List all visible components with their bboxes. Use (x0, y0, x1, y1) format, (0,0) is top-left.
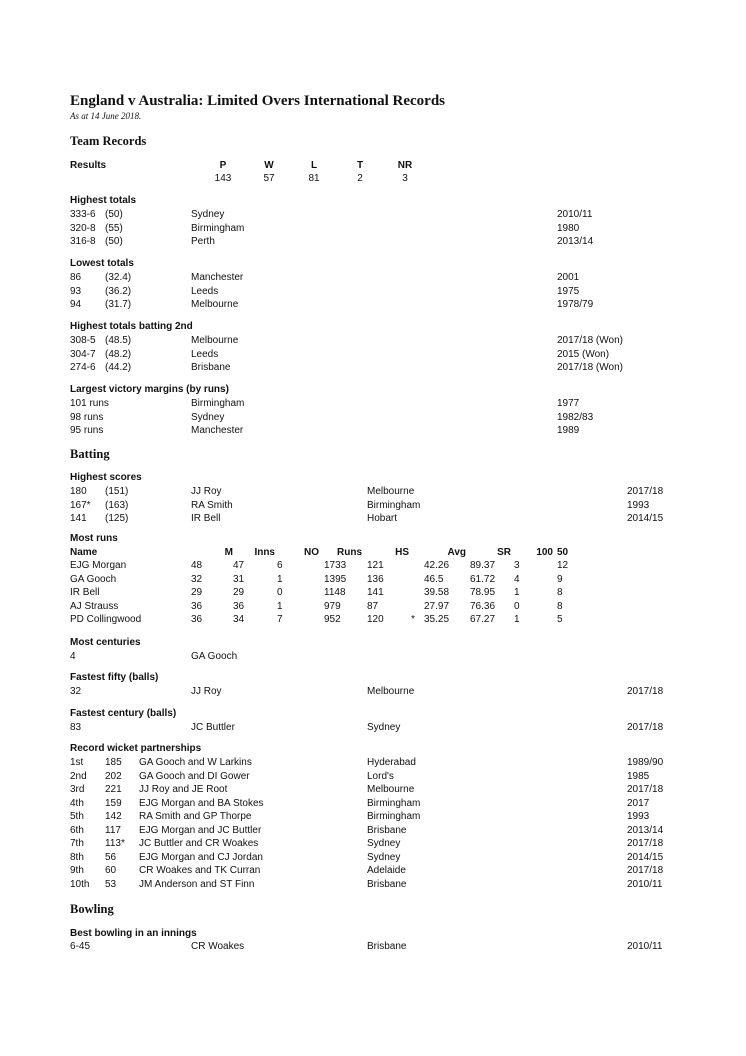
fastest-century-season: 2017/18 (627, 722, 664, 733)
most-runs-runs: 1395 (324, 573, 347, 585)
most-runs-header-runs: Runs (337, 547, 362, 558)
most-runs-sr: 61.72 (470, 573, 496, 585)
score-venue: Birmingham (367, 499, 421, 511)
partnership-venue: Adelaide (367, 865, 406, 876)
partnership-pair: JC Buttler and CR Woakes (139, 838, 259, 849)
score-venue: Melbourne (367, 486, 415, 497)
record-venue: Birmingham (191, 222, 245, 234)
partnership-runs: 113* (105, 838, 125, 849)
partnership-wicket: 1st (70, 757, 84, 768)
results-value: 3 (402, 173, 408, 184)
most-runs-hs: 141 (367, 587, 384, 598)
most-runs-avg: 39.58 (424, 587, 450, 598)
results-value: 2 (357, 173, 363, 184)
fastest-fifty-heading: Fastest fifty (balls) (70, 672, 159, 683)
partnership-wicket: 4th (70, 797, 84, 809)
most-runs-m: 29 (191, 587, 203, 598)
score-balls: (151) (105, 486, 129, 497)
record-overs: (31.7) (105, 299, 132, 310)
partnership-pair: GA Gooch and W Larkins (139, 757, 252, 768)
record-score: 308-5 (70, 335, 96, 346)
most-runs-header-sr: SR (497, 547, 511, 558)
record-season: 2010/11 (557, 209, 593, 220)
partnership-wicket: 2nd (70, 770, 87, 782)
most-runs-inns: 34 (233, 614, 245, 625)
record-score: 333-6 (70, 209, 96, 220)
most-runs-no: 0 (277, 587, 283, 598)
most-runs-hs: 87 (367, 600, 379, 612)
score-season: 2014/15 (627, 513, 664, 524)
most-runs-50: 5 (557, 614, 563, 625)
most-runs-sr: 89.37 (470, 560, 496, 571)
partnership-wicket: 5th (70, 811, 84, 822)
most-runs-header-name: Name (70, 547, 98, 558)
partnership-venue: Birmingham (367, 811, 421, 822)
record-season: 2001 (557, 272, 580, 283)
most-runs-50: 8 (557, 587, 563, 598)
record-score: 320-8 (70, 222, 96, 234)
best-bowling-venue: Brisbane (367, 941, 407, 952)
most-runs-hs: 121 (367, 560, 384, 571)
record-overs: (55) (105, 222, 123, 234)
partnership-wicket: 9th (70, 865, 84, 876)
fastest-fifty-venue: Melbourne (367, 686, 415, 697)
partnership-pair: EJG Morgan and JC Buttler (139, 824, 262, 836)
most-runs-m: 36 (191, 614, 203, 625)
partnership-pair: JJ Roy and JE Root (139, 784, 228, 795)
partnership-season: 2014/15 (627, 851, 664, 863)
partnership-season: 2017/18 (627, 784, 664, 795)
partnership-pair: CR Woakes and TK Curran (139, 865, 261, 876)
most-runs-name: AJ Strauss (70, 600, 119, 612)
record-score: 98 runs (70, 411, 104, 423)
most-runs-avg: 27.97 (424, 600, 450, 612)
score-balls: (125) (105, 513, 129, 524)
record-overs: (48.5) (105, 335, 132, 346)
fastest-fifty-season: 2017/18 (627, 686, 664, 697)
most-runs-no: 7 (277, 614, 283, 625)
most-runs-inns: 29 (233, 587, 245, 598)
partnership-runs: 221 (105, 784, 122, 795)
most-runs-sr: 67.27 (470, 614, 496, 625)
record-season: 1989 (557, 425, 580, 436)
fastest-century-balls: 83 (70, 722, 82, 733)
partnership-wicket: 6th (70, 824, 84, 836)
partnership-runs: 117 (105, 824, 121, 836)
record-season: 1978/79 (557, 299, 594, 310)
most-runs-sr: 76.36 (470, 600, 496, 612)
record-venue: Brisbane (191, 362, 231, 373)
partnership-venue: Sydney (367, 851, 401, 863)
record-venue: Sydney (191, 209, 225, 220)
most-runs-header-hs: HS (395, 547, 409, 558)
partnership-runs: 56 (105, 851, 117, 863)
record-season: 1975 (557, 285, 580, 297)
fastest-century-venue: Sydney (367, 722, 401, 733)
most-runs-50: 9 (557, 573, 563, 585)
record-season: 1982/83 (557, 411, 594, 423)
results-header: L (310, 160, 318, 171)
most-runs-100: 0 (514, 600, 520, 612)
results-value: 57 (263, 173, 275, 184)
record-overs: (44.2) (105, 362, 132, 373)
most-centuries-count: 4 (70, 651, 76, 662)
score-value: 141 (70, 513, 87, 524)
partnership-season: 2017 (627, 797, 650, 809)
most-runs-runs: 952 (324, 614, 341, 625)
highest-totals-heading: Highest totals (70, 195, 137, 206)
record-score: 316-8 (70, 236, 96, 247)
partnership-season: 1985 (627, 770, 650, 782)
record-score: 86 (70, 272, 82, 283)
best-bowling-season: 2010/11 (627, 941, 663, 952)
record-venue: Perth (191, 236, 215, 247)
partnerships-heading: Record wicket partnerships (70, 743, 202, 754)
partnership-venue: Brisbane (367, 824, 407, 836)
partnership-venue: Brisbane (367, 878, 407, 890)
record-season: 2017/18 (Won) (557, 335, 623, 346)
most-runs-name: GA Gooch (70, 573, 117, 585)
fastest-fifty-player: JJ Roy (191, 686, 222, 697)
partnership-runs: 185 (105, 757, 122, 768)
record-venue: Manchester (191, 272, 244, 283)
highest-scores-heading: Highest scores (70, 472, 142, 483)
most-runs-m: 48 (191, 560, 203, 571)
partnership-wicket: 3rd (70, 784, 85, 795)
fastest-century-heading: Fastest century (balls) (70, 708, 177, 719)
most-runs-no: 1 (277, 600, 283, 612)
partnership-venue: Birmingham (367, 797, 421, 809)
most-runs-header-avg: Avg (447, 547, 466, 558)
record-score: 95 runs (70, 425, 104, 436)
most-runs-100: 4 (514, 573, 520, 585)
partnership-season: 2017/18 (627, 865, 664, 876)
partnership-runs: 53 (105, 878, 117, 890)
most-runs-header-50: 50 (557, 547, 569, 558)
most-centuries-heading: Most centuries (70, 637, 141, 648)
highest-totals-2nd-heading: Highest totals batting 2nd (70, 321, 193, 332)
partnership-pair: EJG Morgan and BA Stokes (139, 797, 264, 809)
record-season: 1977 (557, 398, 580, 409)
section-batting: Batting (70, 447, 110, 461)
most-runs-m: 36 (191, 600, 203, 612)
fastest-century-player: JC Buttler (191, 722, 235, 733)
most-runs-header-m: M (224, 547, 233, 558)
page-subtitle: As at 14 June 2018. (70, 111, 142, 121)
record-score: 304-7 (70, 348, 96, 360)
record-overs: (32.4) (105, 272, 132, 283)
record-overs: (50) (105, 236, 123, 247)
partnership-season: 2017/18 (627, 838, 664, 849)
partnership-runs: 202 (105, 770, 122, 782)
score-value: 167* (70, 499, 91, 511)
most-runs-runs: 1733 (324, 560, 347, 571)
score-player: RA Smith (191, 499, 233, 511)
largest-victory-heading: Largest victory margins (by runs) (70, 384, 229, 395)
record-season: 2017/18 (Won) (557, 362, 623, 373)
most-runs-avg: 42.26 (424, 560, 450, 571)
record-venue: Leeds (191, 285, 219, 297)
most-runs-name: IR Bell (70, 587, 100, 598)
partnership-runs: 60 (105, 865, 117, 876)
most-runs-name: EJG Morgan (70, 560, 127, 571)
results-header: T (356, 160, 364, 171)
partnership-season: 1993 (627, 811, 650, 822)
partnership-venue: Sydney (367, 838, 401, 849)
partnership-season: 1989/90 (627, 757, 664, 768)
record-overs: (36.2) (105, 285, 132, 297)
record-season: 2013/14 (557, 236, 594, 247)
partnership-venue: Melbourne (367, 784, 415, 795)
section-bowling: Bowling (70, 902, 114, 916)
score-value: 180 (70, 486, 87, 497)
most-runs-no: 1 (277, 573, 283, 585)
lowest-totals-heading: Lowest totals (70, 258, 134, 269)
results-header: W (264, 160, 274, 171)
most-runs-name: PD Collingwood (70, 614, 142, 625)
most-runs-header-100: 100 (536, 547, 553, 558)
results-header: NR (397, 160, 413, 171)
score-season: 2017/18 (627, 486, 664, 497)
most-runs-inns: 36 (233, 600, 245, 612)
record-score: 94 (70, 299, 82, 310)
most-runs-no: 6 (277, 560, 283, 571)
partnership-venue: Lord's (367, 770, 394, 782)
most-centuries-player: GA Gooch (191, 651, 238, 662)
score-player: IR Bell (191, 513, 221, 524)
partnership-season: 2010/11 (627, 878, 663, 890)
most-runs-hs-mark: * (411, 614, 415, 625)
score-player: JJ Roy (191, 486, 222, 497)
record-score: 274-6 (70, 362, 96, 373)
score-venue: Hobart (367, 513, 398, 524)
score-balls: (163) (105, 499, 129, 511)
best-bowling-heading: Best bowling in an innings (70, 928, 197, 939)
most-runs-100: 3 (514, 560, 520, 571)
page-title: England v Australia: Limited Overs International Records (70, 93, 446, 109)
record-venue: Melbourne (191, 335, 239, 346)
results-value: 143 (214, 173, 232, 184)
partnership-pair: GA Gooch and DI Gower (139, 770, 250, 782)
best-bowling-player: CR Woakes (191, 941, 245, 952)
most-runs-header-inns: Inns (254, 547, 275, 558)
most-runs-hs: 120 (367, 614, 384, 625)
partnership-pair: RA Smith and GP Thorpe (139, 811, 252, 822)
partnership-runs: 159 (105, 797, 122, 809)
partnership-season: 2013/14 (627, 824, 664, 836)
section-team-records: Team Records (70, 134, 147, 148)
score-season: 1993 (627, 499, 650, 511)
most-runs-sr: 78.95 (470, 587, 496, 598)
most-runs-100: 1 (514, 614, 520, 625)
partnership-wicket: 10th (70, 878, 90, 890)
fastest-fifty-balls: 32 (70, 686, 82, 697)
results-value: 81 (308, 173, 320, 184)
record-venue: Manchester (191, 425, 244, 436)
record-season: 2015 (Won) (557, 348, 610, 360)
partnership-pair: EJG Morgan and CJ Jordan (139, 851, 263, 863)
record-venue: Melbourne (191, 299, 239, 310)
most-runs-inns: 31 (233, 573, 245, 585)
record-venue: Birmingham (191, 398, 245, 409)
most-runs-hs: 136 (367, 573, 384, 585)
most-runs-avg: 46.5 (424, 573, 444, 585)
partnership-wicket: 8th (70, 851, 84, 863)
most-runs-50: 8 (557, 600, 563, 612)
partnership-pair: JM Anderson and ST Finn (139, 878, 255, 890)
record-score: 101 runs (70, 398, 109, 409)
most-runs-heading: Most runs (70, 533, 118, 544)
results-header: P (219, 160, 227, 171)
most-runs-inns: 47 (233, 560, 245, 571)
record-overs: (50) (105, 209, 123, 220)
most-runs-header-no: NO (304, 547, 319, 558)
results-label: Results (70, 160, 107, 171)
partnership-venue: Hyderabad (367, 757, 416, 768)
most-runs-avg: 35.25 (424, 614, 450, 625)
most-runs-runs: 979 (324, 600, 341, 612)
most-runs-100: 1 (514, 587, 520, 598)
partnership-wicket: 7th (70, 838, 84, 849)
partnership-runs: 142 (105, 811, 122, 822)
record-season: 1980 (557, 222, 580, 234)
record-overs: (48.2) (105, 348, 132, 360)
record-score: 93 (70, 285, 82, 297)
most-runs-runs: 1148 (324, 587, 346, 598)
record-venue: Leeds (191, 348, 219, 360)
most-runs-50: 12 (557, 560, 569, 571)
best-bowling-figures: 6-45 (70, 941, 91, 952)
record-venue: Sydney (191, 411, 225, 423)
most-runs-m: 32 (191, 573, 203, 585)
